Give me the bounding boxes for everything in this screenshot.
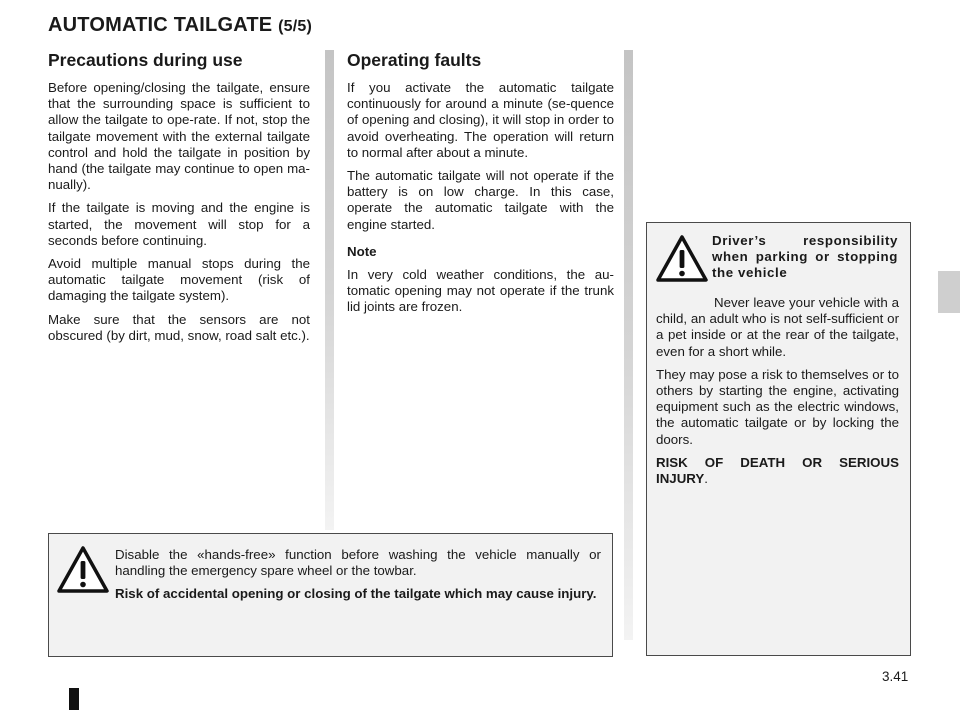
warning-triangle-icon (57, 546, 109, 594)
page-number: 3.41 (882, 669, 909, 684)
warning-triangle-icon (656, 235, 708, 283)
note-text: In very cold weather conditions, the au-tomatic opening may not operate if the trunk lid joints are frozen. (347, 267, 614, 315)
warning-right-title: Driver’s responsibility when parking or stopping the vehicle (712, 233, 898, 281)
warning-right-body (656, 295, 899, 494)
middle-heading: Operating faults (347, 50, 482, 70)
warning-box-right (646, 222, 911, 656)
left-paragraph: Avoid multiple manual stops during the automatic tailgate movement (risk of damaging the tailgate system). (48, 256, 310, 304)
page-title (48, 14, 312, 37)
left-column (48, 50, 310, 351)
left-paragraph: Make sure that the sensors are not obscured (by dirt, mud, snow, road salt etc.). (48, 311, 310, 343)
left-paragraph: If the tailgate is moving and the engine is started, the movement will stop for a seconds before continuing. (48, 200, 310, 248)
warning-right-bold-line (656, 455, 899, 487)
corner-mark (69, 688, 79, 710)
column-divider-left (325, 50, 334, 530)
warning-right-bold: RISK OF DEATH OR SERIOUS INJURY (656, 454, 899, 487)
chapter-tab (938, 271, 960, 313)
warning-right-bold-suffix: . (704, 471, 708, 487)
page-title-part: (5/5) (278, 18, 312, 35)
middle-paragraph: If you activate the automatic tailgate continuously for around a minute (se-quence of opening and closing), it will stop in order to avoid overheating. The operation will return to normal after about a minute. (347, 80, 614, 160)
note-heading: Note (347, 243, 377, 259)
middle-column (347, 50, 614, 323)
warning-bottom-paragraph: Disable the «hands-free» function before washing the vehicle manually or handling the emergency spare wheel or the towbar. (115, 547, 601, 579)
warning-right-paragraph: Never leave your vehicle with a child, an adult who is not self-sufficient or a pet inside or at the rear of the tailgate, even for a short while. (656, 295, 899, 359)
warning-bottom-text (115, 547, 601, 610)
left-heading: Precautions during use (48, 50, 243, 70)
warning-bottom-bold: Risk of accidental opening or closing of the tailgate which may cause injury. (115, 586, 597, 602)
middle-paragraph: The automatic tailgate will not operate if the battery is on low charge. In this case, operate the automatic tailgate with the engine started. (347, 168, 614, 232)
page-title-text: AUTOMATIC TAILGATE (48, 14, 273, 36)
column-divider-right (624, 50, 633, 640)
left-paragraph: Before opening/closing the tailgate, ensure that the surrounding space is sufficient to allow the tailgate to ope-rate. If not, stop the tailgate movement with the external tailgate control and hold the tailgate in position by hand (the tailgate may continue to open ma-nually). (48, 80, 310, 193)
warning-box-bottom (48, 533, 613, 657)
warning-right-paragraph: They may pose a risk to themselves or to others by starting the engine, activating equipment such as the electric windows, the automatic tailgate or by locking the doors. (656, 366, 899, 447)
